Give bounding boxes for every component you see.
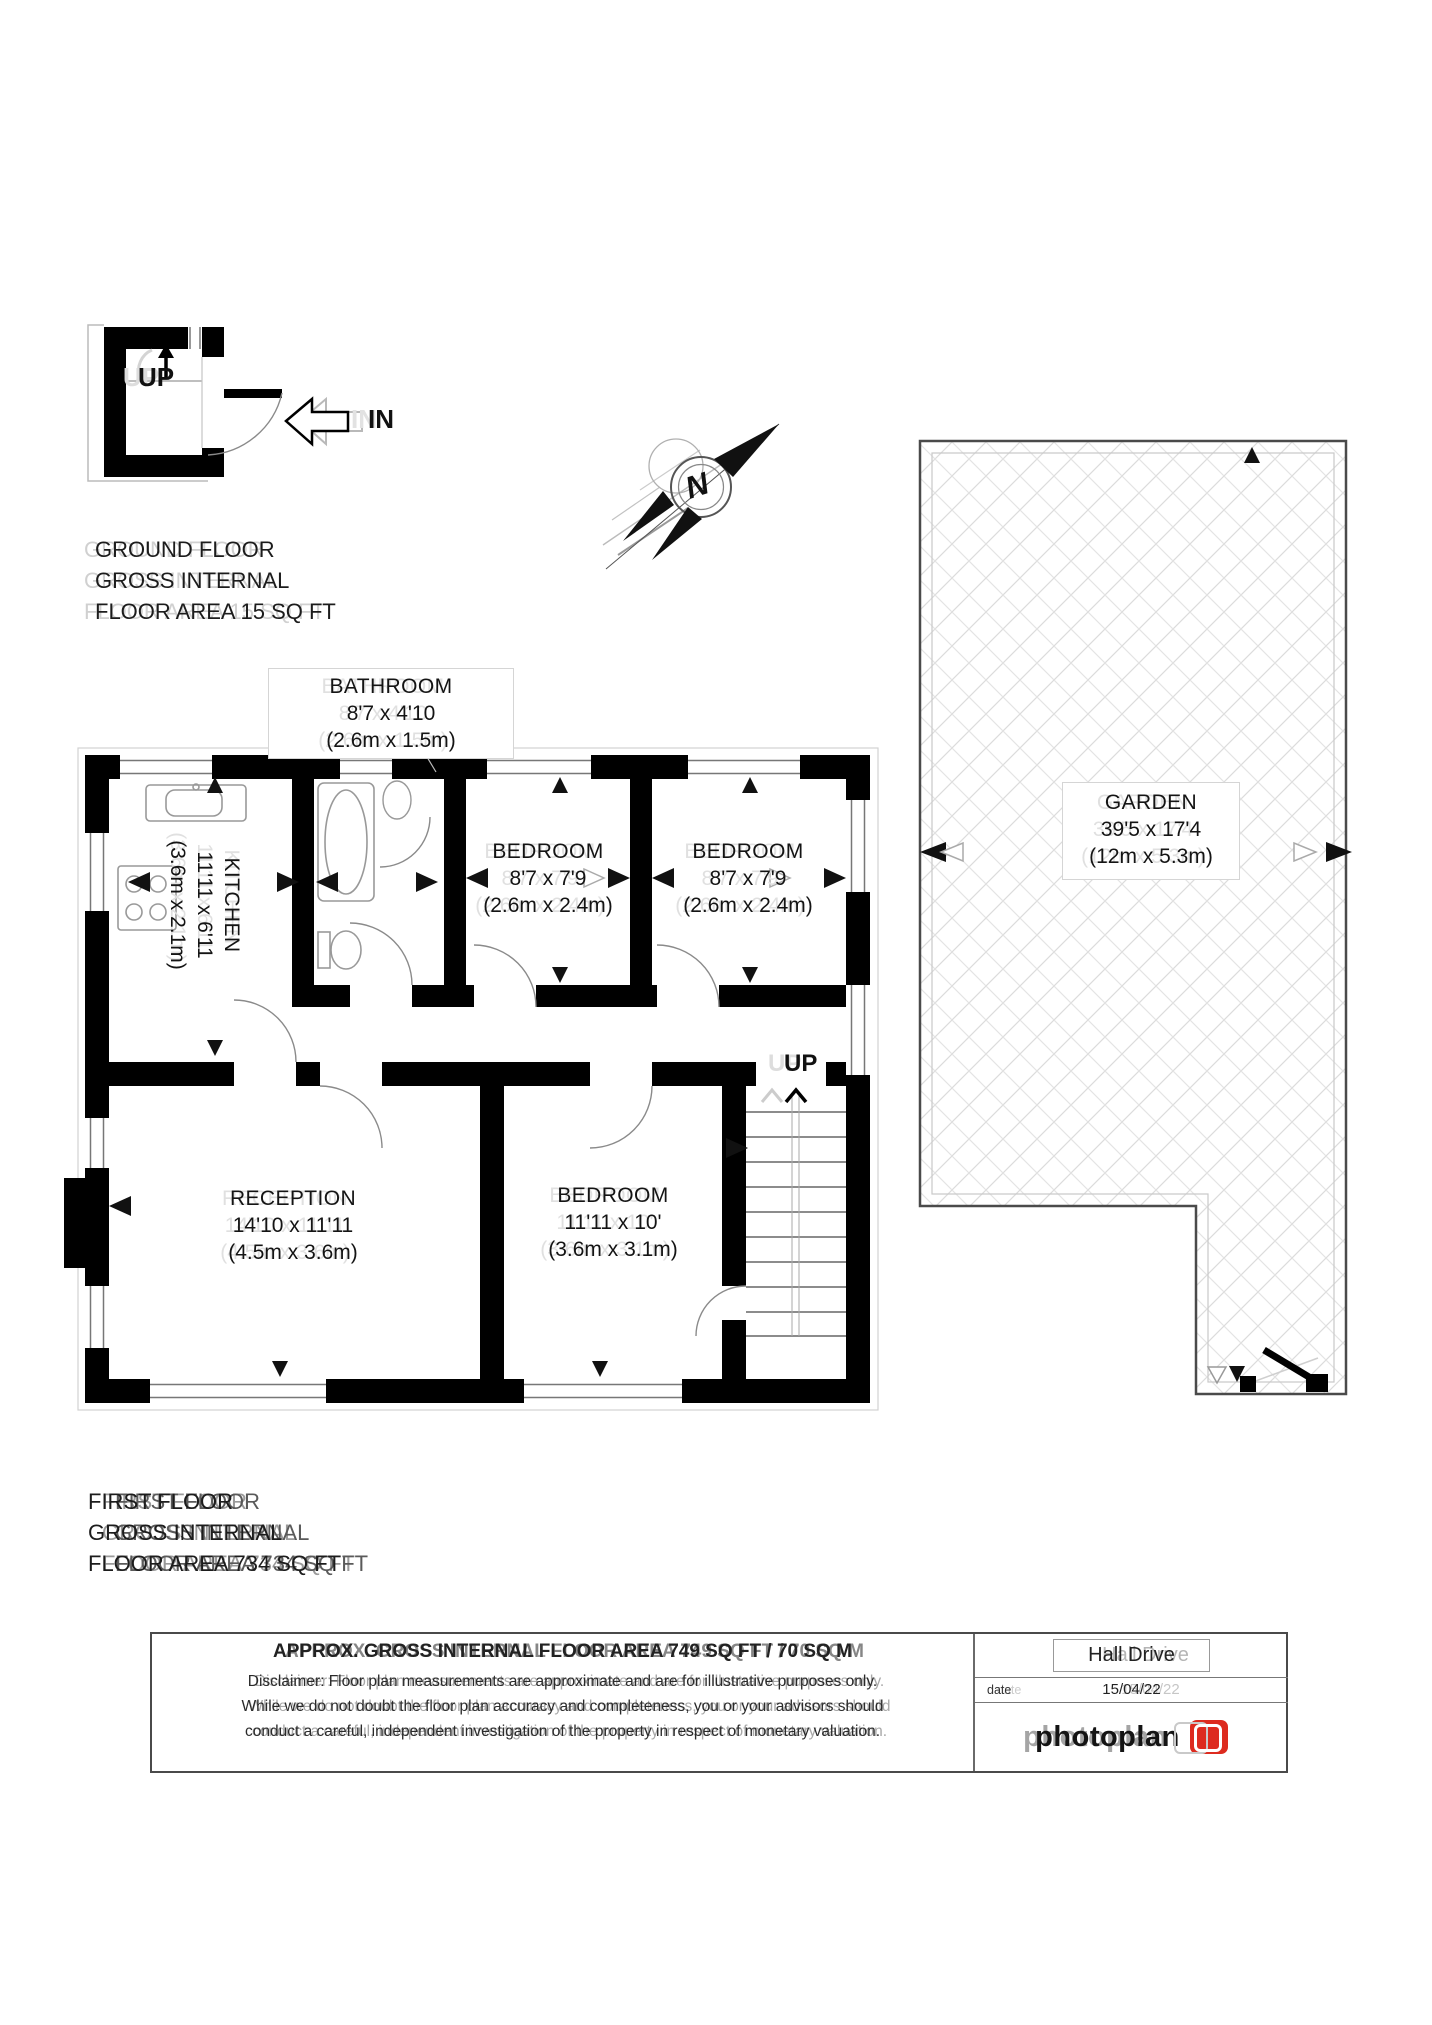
room-label-bedroom-2: BEDROOM 8'7 x 7'9 (2.6m x 2.4m) bbox=[683, 840, 813, 917]
footer-panel bbox=[150, 1632, 1288, 1773]
room-label-kitchen: KITCHEN 11'11 x 6'11 (3.6m x 2.1m) bbox=[166, 840, 243, 970]
entrance-in-arrow-icon bbox=[286, 399, 362, 444]
property-address: Hall Drive bbox=[1053, 1639, 1210, 1672]
photoplan-logo-text: photoplan bbox=[1035, 1720, 1180, 1753]
stairs-up-label: UP bbox=[784, 1050, 818, 1077]
footer-disclaimer: Disclaimer: Floor plan measurements are approximate and are for illustrative purposes only. While we do not doubt the floor plan accuracy and completeness, you or your advisors should conduct a careful, independent investigation of the property in respect of monetary valuation. bbox=[241, 1673, 884, 1740]
date-label: date bbox=[987, 1683, 1012, 1697]
entrance-plan bbox=[88, 325, 362, 481]
room-label-bathroom: BATHROOM 8'7 x 4'10 (2.6m x 1.5m) bbox=[268, 668, 514, 759]
address-row bbox=[975, 1634, 1288, 1678]
room-label-bedroom-1: BEDROOM 8'7 x 7'9 (2.6m x 2.4m) bbox=[483, 840, 613, 917]
first-floor-note: FIRST FLOOR GROSS INTERNAL FLOOR AREA 734 SQ FT bbox=[88, 1489, 342, 1576]
date-row bbox=[975, 1678, 1288, 1703]
date-value: 15/04/22 bbox=[1102, 1681, 1161, 1698]
compass-north-label: N bbox=[680, 465, 714, 506]
garden-area bbox=[920, 441, 1346, 1394]
logo-pane bbox=[1194, 1724, 1222, 1752]
ground-floor-note: GROUND FLOOR GROSS INTERNAL FLOOR AREA 15 SQ FT bbox=[95, 537, 336, 624]
room-label-bedroom-3: BEDROOM 11'11 x 10' (3.6m x 3.1m) bbox=[548, 1184, 678, 1261]
entrance-up-label: UP bbox=[138, 362, 175, 392]
footer-info bbox=[152, 1634, 975, 1771]
entrance-in-label: IN bbox=[368, 404, 394, 434]
footer-heading: APPROX. GROSS INTERNAL FLOOR AREA 749 SQ FT / 70 SQ M bbox=[273, 1641, 852, 1662]
room-label-reception: RECEPTION 14'10 x 11'11 (4.5m x 3.6m) bbox=[228, 1187, 358, 1264]
logo-row bbox=[975, 1703, 1288, 1771]
footer-meta bbox=[975, 1634, 1288, 1771]
room-label-garden: GARDEN 39'5 x 17'4 (12m x 5.3m) bbox=[1062, 782, 1240, 880]
photoplan-logo-icon bbox=[1190, 1720, 1228, 1754]
